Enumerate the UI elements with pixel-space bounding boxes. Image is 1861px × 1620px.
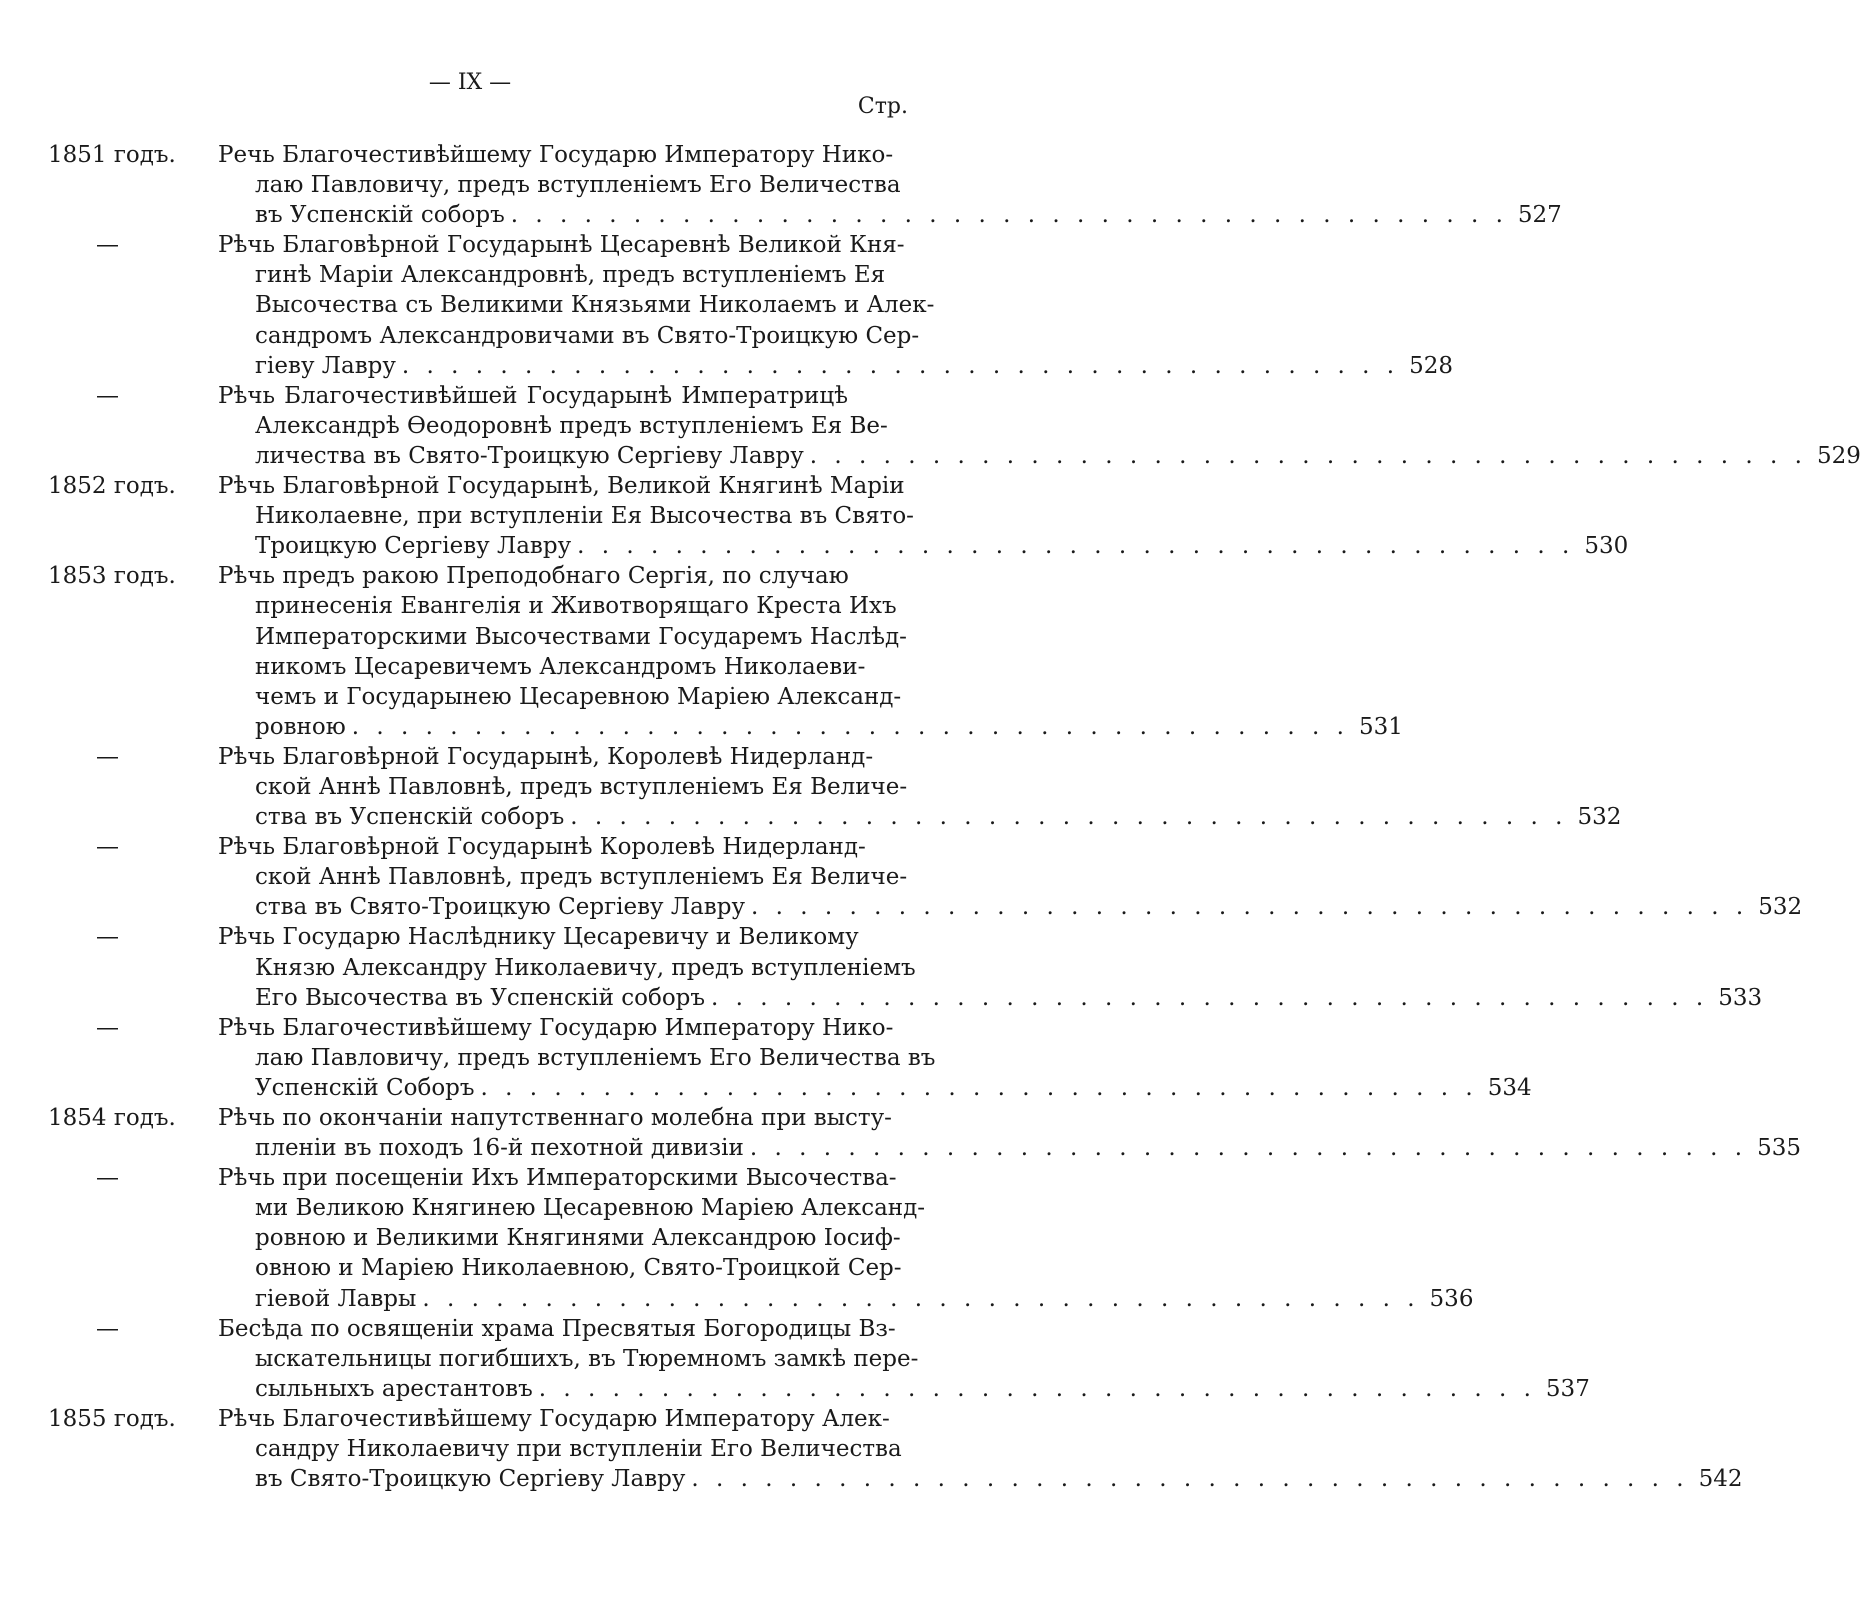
toc-title-line: чемъ и Государынею Цесаревною Маріею Александ- (255, 683, 902, 710)
toc-title-line: ми Великою Княгинею Цесаревною Маріею Александ- (255, 1195, 926, 1222)
toc-title-line: принесенія Евангелія и Животворящаго Креста Ихъ (255, 593, 897, 620)
dot-leader: . . . . . . . . . . . . . . . . . . . . . . . . . . . . . . . . . . . . . . . . . (751, 894, 1749, 921)
toc-title-line: лаю Павловичу, предъ вступленіемъ Его Величества (255, 172, 901, 199)
toc-entry (48, 922, 1763, 1012)
toc-page-number: 530 (1584, 533, 1629, 560)
toc-title-text: гіевой Лавры (255, 1285, 417, 1312)
toc-title-line (255, 1464, 1743, 1494)
toc-title-line: Князю Александру Николаевичу, предъ вступленіемъ (255, 954, 916, 981)
toc-title-text: гіеву Лавру (255, 352, 396, 379)
toc-title-line: Рѣчь Благочестивѣйшей Государынѣ Императрицѣ (218, 382, 848, 409)
dot-leader: . . . . . . . . . . . . . . . . . . . . . . . . . . . . . . . . . . . . . . . . . (570, 804, 1568, 831)
toc-title-line: Рѣчь Благовѣрной Государынѣ Королевѣ Нидерланд- (218, 834, 866, 861)
toc-title-line (255, 1073, 1532, 1103)
toc-title-line: сандромъ Александровичами въ Свято-Троицкую Сер- (255, 322, 920, 349)
toc-title-line (255, 1374, 1590, 1404)
dot-leader: . . . . . . . . . . . . . . . . . . . . . . . . . . . . . . . . . . . . . . . . . (401, 352, 1400, 379)
toc-title-line: Рѣчь Благовѣрной Государынѣ, Королевѣ Нидерланд- (218, 743, 874, 770)
toc-title-line: Речь Благочестивѣйшему Государю Императору Нико- (218, 142, 894, 168)
toc-year: 1853 годъ. (48, 563, 176, 590)
toc-title-line (255, 892, 1803, 922)
toc-title-text: ства въ Свято-Троицкую Сергіеву Лавру (255, 894, 745, 921)
toc-entry (48, 471, 1629, 561)
toc-title-line: Александрѣ Ѳеодоровнѣ предъ вступленіемъ Ея Ве- (255, 412, 888, 439)
toc-page-number: 531 (1358, 713, 1403, 740)
toc-entry (48, 381, 1861, 471)
toc-entry (48, 230, 1454, 380)
dot-leader: . . . . . . . . . . . . . . . . . . . . . . . . . . . . . . . . . . . . . . . . . (711, 984, 1709, 1011)
toc-title-line (255, 200, 1562, 230)
toc-page-number: 535 (1757, 1135, 1801, 1162)
toc-title-line: Бесѣда по освященіи храма Пресвятыя Богородицы Вз- (218, 1315, 896, 1342)
toc-year-ditto: — (96, 1315, 119, 1342)
toc-entry (48, 1404, 1743, 1494)
dot-leader: . . . . . . . . . . . . . . . . . . . . . . . . . . . . . . . . . . . . . . . . . (351, 713, 1349, 740)
toc-title-line: лаю Павловичу, предъ вступленіемъ Его Величества въ (255, 1044, 936, 1071)
toc-title-text: ства въ Успенскій соборъ (255, 804, 565, 831)
toc-title-line: Рѣчь по окончаніи напутственнаго молебна при высту- (218, 1105, 892, 1131)
dot-leader: . . . . . . . . . . . . . . . . . . . . . . . . . . . . . . . . . . . . . . . . . (510, 202, 1508, 229)
toc-year-ditto: — (96, 1014, 119, 1041)
toc-title-text: въ Свято-Троицкую Сергіеву Лавру (255, 1466, 686, 1493)
toc-year: 1855 годъ. (48, 1405, 176, 1432)
toc-year: 1854 годъ. (48, 1105, 176, 1131)
page-number: — IX — (428, 70, 512, 95)
toc-title-line: ской Аннѣ Павловнѣ, предъ вступленіемъ Ея Величе- (255, 864, 908, 891)
toc-year-ditto: — (96, 924, 119, 951)
toc-title-line: Рѣчь при посещеніи Ихъ Императорскими Высочества- (218, 1165, 897, 1192)
toc-year: 1851 годъ. (48, 142, 176, 168)
toc-title-line: Рѣчь Благочестивѣйшему Государю Императору Нико- (218, 1014, 894, 1041)
toc-title-line: Рѣчь Государю Наслѣднику Цесаревичу и Великому (218, 924, 859, 951)
toc-page-number: 529 (1816, 442, 1861, 469)
toc-title-text: пленіи въ походъ 16-й пехотной дивизіи (255, 1135, 744, 1162)
toc-year: 1852 годъ. (48, 473, 176, 500)
toc-entry (48, 1163, 1474, 1313)
dot-leader: . . . . . . . . . . . . . . . . . . . . . . . . . . . . . . . . . . . . . . . . . (577, 533, 1575, 560)
toc-title-line: Высочества съ Великими Князьями Николаемъ и Алек- (255, 292, 935, 319)
toc-page-number: 536 (1429, 1285, 1474, 1312)
toc-page-number: 542 (1698, 1466, 1743, 1493)
toc-title-line (255, 1284, 1474, 1314)
toc-title-line (255, 802, 1622, 832)
dot-leader: . . . . . . . . . . . . . . . . . . . . . . . . . . . . . . . . . . . . . . . . . (538, 1375, 1536, 1402)
toc-title-line (255, 441, 1861, 471)
toc-title-line: Рѣчь предъ ракою Преподобнаго Сергія, по случаю (218, 563, 849, 590)
toc-title-line (255, 531, 1629, 561)
toc-title-line (255, 351, 1454, 381)
toc-page-number: 532 (1577, 804, 1622, 831)
toc-entry (48, 742, 1622, 832)
page-column-header: Стр. (857, 94, 908, 119)
toc-title-text: въ Успенскій соборъ (255, 202, 505, 229)
toc-entry (48, 561, 1403, 742)
toc-title-text: ровною (255, 713, 346, 740)
toc-title-line: ской Аннѣ Павловнѣ, предъ вступленіемъ Ея Величе- (255, 773, 908, 800)
toc-title-line: ыскательницы погибшихъ, въ Тюремномъ замкѣ пере- (255, 1345, 919, 1372)
toc-page-number: 532 (1758, 894, 1803, 921)
dot-leader: . . . . . . . . . . . . . . . . . . . . . . . . . . . . . . . . . . . . . . . . . (422, 1285, 1420, 1312)
toc-entry (48, 1103, 1801, 1163)
toc-entry (48, 1314, 1590, 1404)
toc-title-text: Успенскій Соборъ (255, 1074, 475, 1101)
toc-title-line: Рѣчь Благовѣрной Государынѣ Цесаревнѣ Великой Кня- (218, 232, 905, 259)
toc-entry (48, 832, 1803, 922)
toc-page-number: 537 (1545, 1375, 1590, 1402)
toc-page-number: 533 (1718, 984, 1763, 1011)
toc-title-line: овною и Маріею Николаевною, Свято-Троицкой Сер- (255, 1255, 902, 1282)
toc-title-line: сандру Николаевичу при вступленіи Его Величества (255, 1436, 902, 1463)
toc-title-line: Николаевне, при вступленіи Ея Высочества въ Свято- (255, 503, 914, 530)
toc-title-line: Императорскими Высочествами Государемъ Наслѣд- (255, 623, 907, 650)
toc-year-ditto: — (96, 834, 119, 861)
toc-entry (48, 1013, 1532, 1103)
toc-page-number: 534 (1487, 1074, 1532, 1101)
toc-year-ditto: — (96, 1165, 119, 1192)
toc-year-ditto: — (96, 232, 119, 259)
toc-title-line: Рѣчь Благочестивѣйшему Государю Императору Алек- (218, 1405, 890, 1432)
toc-title-text: личества въ Свято-Троицкую Сергіеву Лавру (255, 442, 804, 469)
toc-title-line: никомъ Цесаревичемъ Александромъ Николаеви- (255, 653, 866, 680)
toc-title-line: гинѣ Маріи Александровнѣ, предъ вступленіемъ Ея (255, 262, 886, 289)
dot-leader: . . . . . . . . . . . . . . . . . . . . . . . . . . . . . . . . . . . . . . . . . (749, 1135, 1748, 1162)
toc-page-number: 527 (1517, 202, 1562, 229)
toc-title-line (255, 983, 1763, 1013)
table-of-contents (48, 140, 1861, 1494)
toc-title-text: сыльныхъ арестантовъ (255, 1375, 533, 1402)
toc-page-number: 528 (1409, 352, 1454, 379)
toc-entry (48, 140, 1562, 230)
dot-leader: . . . . . . . . . . . . . . . . . . . . . . . . . . . . . . . . . . . . . . . . . (480, 1074, 1478, 1101)
toc-title-line (255, 712, 1403, 742)
toc-title-line: Рѣчь Благовѣрной Государынѣ, Великой Княгинѣ Маріи (218, 473, 905, 500)
dot-leader: . . . . . . . . . . . . . . . . . . . . . . . . . . . . . . . . . . . . . . . . . (809, 442, 1807, 469)
toc-title-text: Троицкую Сергіеву Лавру (255, 533, 572, 560)
toc-title-line (255, 1133, 1801, 1163)
toc-title-line: ровною и Великими Княгинями Александрою Іосиф- (255, 1225, 901, 1252)
toc-title-text: Его Высочества въ Успенскій соборъ (255, 984, 706, 1011)
toc-year-ditto: — (96, 382, 119, 409)
dot-leader: . . . . . . . . . . . . . . . . . . . . . . . . . . . . . . . . . . . . . . . . . (691, 1466, 1689, 1493)
toc-year-ditto: — (96, 743, 119, 770)
